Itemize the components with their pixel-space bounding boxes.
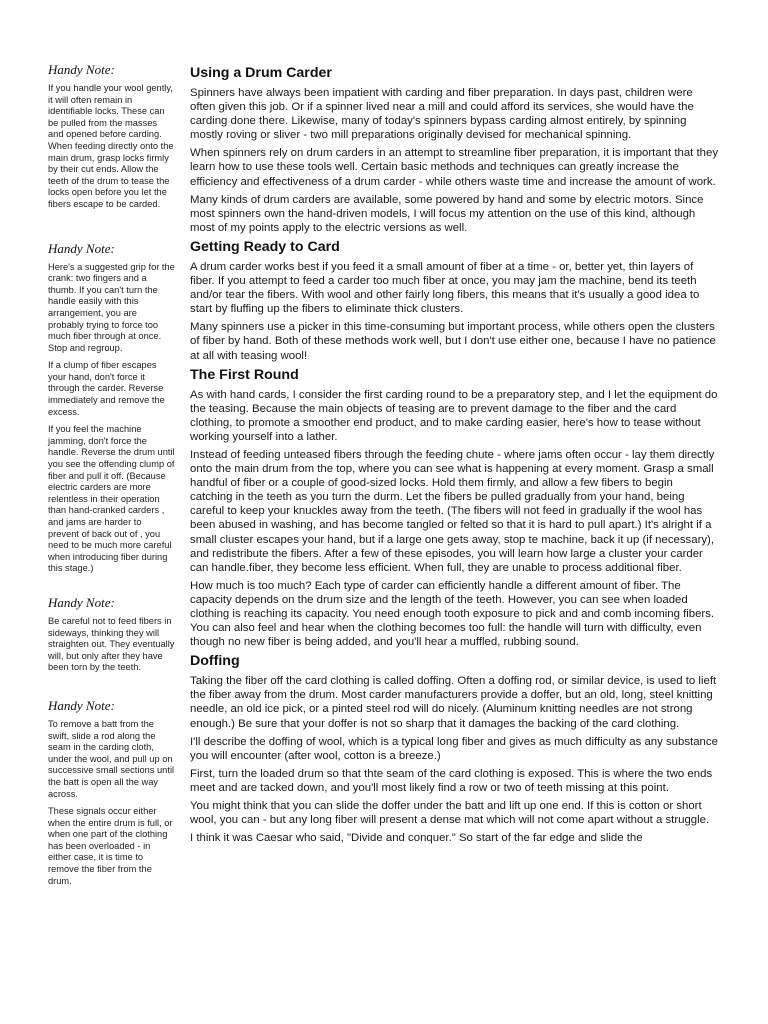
note-paragraph: These signals occur either when the entire drum is full, or when one part of the clothing has been overloaded - in either case, it is time to remove the fiber from the drum. (48, 806, 173, 886)
body-paragraph: Many kinds of drum carders are available, some powered by hand and some by electric motors. Since most spinners own the hand-driven models, I will focus my attention on the use of this kind, although most of my points apply to the electric versions as well. (190, 193, 704, 234)
handy-note (48, 698, 175, 887)
note-paragraph: If you feel the machine jamming, don't force the handle. Reverse the drum until you see the offending clump of fiber and pull it off. (Because electric carders are more relentless in their operation than hand-cranked carders , and jams are harder to prevent of back out of , you need to be much more careful when introducing fiber during this stage.) (48, 424, 175, 574)
section-heading: Using a Drum Carder (190, 65, 332, 81)
note-heading: Handy Note: (48, 594, 115, 610)
section-heading: The First Round (190, 366, 299, 383)
section-getting-ready (190, 239, 718, 363)
section-first-round (190, 367, 718, 650)
body-paragraph: I'll describe the doffing of wool, which is a typical long fiber and gives as much difficulty as any substance you will encounter (after wool, cotton is a breeze.) (190, 735, 718, 762)
body-paragraph: Instead of feeding unteased fibers through the feeding chute - where jams often occur - lay them directly onto the main drum from the top, where you can see what is happening at every moment. Grasp a small handful of fiber or a couple of good-sized locks. Hold them firmly, and allow a few fibers to begin catching in the teeth as you turn the durm. Let the fibers be pulled gradually from your hand, being careful to keep your knuckles away from the teeth. (The fibers will not feed in gradually if the wool has been abused in washing, and has become tangled or felted so that it is hard to pull apart.) It's alright if a small cluster escapes your hand, but if a large one gets away, stop te machine, back it up (if necessary), and redistribute the fibers. After a few of these episodes, you will learn how large a cluster your carder can handle.fiber, they become less efficient. When full, they are unable to process additional fiber. (190, 448, 715, 574)
note-paragraph: Be careful not to feed fibers in sideways, thinking they will straighten out. They eventually will, but only after they have been torn by the teeth. (48, 615, 175, 673)
main-content (190, 65, 718, 849)
body-paragraph: First, turn the loaded drum so that thte seam of the card clothing is exposed. This is where the two ends meet and are tacked down, and you'll most likely find a row or two of teeth missing at this point. (190, 767, 713, 794)
body-paragraph: Taking the fiber off the card clothing is called doffing. Often a doffing rod, or similar device, is used to lieft the fiber away from the drum. Most carder manufacturers provide a doffer, but an old, long, steel knitting needle, an old ice pick, or a pinted steel rod will do nicely. (Aluminum knitting needles are not strong enough.) Be sure that your doffer is not so sharp that it damages the backing of the card clothing. (190, 675, 717, 730)
note-paragraph: Here's a suggested grip for the crank: two fingers and a thumb. If you can't turn the handle easily with this arrangement, you are probably trying to force too much fiber through at once. Stop and regroup. (48, 261, 175, 353)
handy-note (48, 241, 175, 575)
body-paragraph: You might think that you can slide the doffer under the batt and lift up one end. If this is cotton or short wool, you can - but any long fiber will present a dense mat which will not come apart without a struggle. (190, 800, 710, 827)
note-paragraph: To remove a batt from the swift, slide a rod along the seam in the carding cloth, under the wool, and pull up on successive small sections until the batt is open all the way across. (48, 718, 175, 799)
section-heading: Getting Ready to Card (190, 238, 340, 255)
section-heading: Doffing (190, 653, 240, 670)
note-heading: Handy Note: (48, 697, 115, 713)
note-paragraph: If a clump of fiber escapes your hand, don't force it through the carder. Reverse immediately and remove the excess. (48, 360, 165, 417)
sidebar-notes (48, 62, 175, 893)
body-paragraph: I think it was Caesar who said, "Divide and conquer." So start of the far edge and slide the (190, 832, 643, 845)
body-paragraph: As with hand cards, I consider the first carding round to be a preparatory step, and I let the equipment do the teasing. Because the main objects of teasing are to prevent damage to the fiber and the card clothing, to promote a smoother end product, and to make carding easier, here's how to tease without working yourself into a lather. (190, 388, 718, 443)
note-paragraph: If you handle your wool gently, it will often remain in identifiable locks. These can be pulled from the masses and opened before carding. When feeding directly onto the main drum, grasp locks firmly by their cut ends. Allow the teeth of the drum to tease the locks open before you let the fibers escape to be carded. (48, 83, 174, 209)
body-paragraph: When spinners rely on drum carders in an attempt to streamline fiber preparation, it is important that they learn how to use these tools well. Certain basic methods and techniques can greatly increase the efficiency and effectiveness of a drum carder - while others waste time and increase the amount of work. (190, 147, 719, 188)
body-paragraph: Spinners have always been impatient with carding and fiber preparation. In days past, children were often given this job. Or if a spinner lived near a mill and could afford its services, she would have the carding done there. Likewise, many of today's spinners bypass carding almost entirely, by spinning mostly roving or sliver - two mill preparations originally devised for mechanical spinning. (190, 87, 694, 142)
body-paragraph: How much is too much? Each type of carder can efficiently handle a different amount of fiber. The capacity depends on the drum size and the length of the teeth. However, you can see when loaded clothing is reaching its capacity. You need enough tooth exposure to pick and and comb incoming fibers. You can also feel and hear when the clothing becomes too full: the handle will turn with difficulty, even though no new fiber is being added, and you'll hear a muffled, rubbing sound. (190, 579, 715, 649)
section-using-drum-carder (190, 65, 718, 235)
handy-note (48, 595, 175, 674)
body-paragraph: Many spinners use a picker in this time-consuming but important process, while others open the clusters of fiber by hand. Both of these methods work well, but I don't use either one, because I have no patience at all with teasing wool! (190, 321, 716, 362)
section-doffing (190, 653, 718, 845)
note-heading: Handy Note: (48, 62, 115, 77)
body-paragraph: A drum carder works best if you feed it a small amount of fiber at a time - or, better yet, thin layers of fiber. If you attempt to feed a carder too much fiber at once, you may jam the machine, bend its teeth and/or tear the fibers. With wool and other fairly long fibers, this means that it's usually a good idea to start by fluffing up the fibers to eliminate thick clusters. (190, 260, 700, 316)
handy-note (48, 62, 175, 211)
note-heading: Handy Note: (48, 240, 115, 256)
